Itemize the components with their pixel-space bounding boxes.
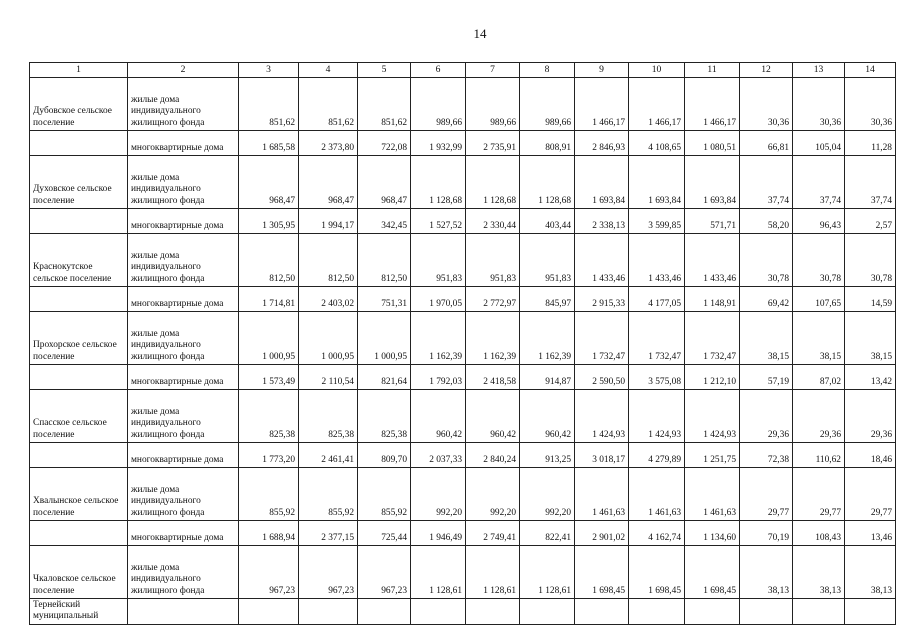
value-cell: 960,42 <box>466 390 520 443</box>
value-cell: 960,42 <box>520 390 575 443</box>
settlement-name: Чкаловское сельское поселение <box>30 546 128 599</box>
value-cell: 110,62 <box>793 443 845 468</box>
value-cell: 403,44 <box>520 209 575 234</box>
column-number: 2 <box>128 63 239 78</box>
value-cell: 1 732,47 <box>685 312 740 365</box>
table-row <box>30 390 896 443</box>
value-cell: 1 424,93 <box>685 390 740 443</box>
value-cell: 1 461,63 <box>685 468 740 521</box>
value-cell: 342,45 <box>358 209 411 234</box>
value-cell: 2 735,91 <box>466 131 520 156</box>
value-cell: 1 714,81 <box>239 287 299 312</box>
column-number: 11 <box>685 63 740 78</box>
housing-type: многоквартирные дома <box>128 443 239 468</box>
value-cell: 809,70 <box>358 443 411 468</box>
value-cell <box>793 599 845 625</box>
table-row <box>30 234 896 287</box>
value-cell: 107,65 <box>793 287 845 312</box>
value-cell <box>629 599 685 625</box>
settlement-name: Духовское сельское поселение <box>30 156 128 209</box>
value-cell: 967,23 <box>239 546 299 599</box>
housing-type: многоквартирные дома <box>128 521 239 546</box>
table-row <box>30 546 896 599</box>
value-cell: 2 772,97 <box>466 287 520 312</box>
value-cell: 29,36 <box>845 390 896 443</box>
settlement-name <box>30 209 128 234</box>
value-cell: 2 377,15 <box>299 521 358 546</box>
value-cell: 825,38 <box>299 390 358 443</box>
value-cell: 1 994,17 <box>299 209 358 234</box>
settlement-name: Краснокутское сельское поселение <box>30 234 128 287</box>
value-cell: 845,97 <box>520 287 575 312</box>
value-cell: 1 527,52 <box>411 209 466 234</box>
value-cell: 72,38 <box>740 443 793 468</box>
housing-type: жилые дома индивидуального жилищного фонда <box>128 468 239 521</box>
value-cell: 1 424,93 <box>629 390 685 443</box>
value-cell: 960,42 <box>411 390 466 443</box>
housing-type: многоквартирные дома <box>128 131 239 156</box>
value-cell: 1 162,39 <box>466 312 520 365</box>
value-cell: 812,50 <box>299 234 358 287</box>
value-cell: 38,15 <box>740 312 793 365</box>
housing-type: многоквартирные дома <box>128 209 239 234</box>
value-cell: 1 080,51 <box>685 131 740 156</box>
table-row <box>30 131 896 156</box>
table-row <box>30 599 896 625</box>
table-row <box>30 287 896 312</box>
value-cell: 989,66 <box>466 78 520 131</box>
value-cell: 822,41 <box>520 521 575 546</box>
table-row <box>30 443 896 468</box>
table-row <box>30 209 896 234</box>
value-cell: 2 373,80 <box>299 131 358 156</box>
value-cell: 58,20 <box>740 209 793 234</box>
value-cell <box>239 599 299 625</box>
housing-type: жилые дома индивидуального жилищного фонда <box>128 312 239 365</box>
settlement-name: Спасское сельское поселение <box>30 390 128 443</box>
column-number: 5 <box>358 63 411 78</box>
value-cell: 70,19 <box>740 521 793 546</box>
column-number-row <box>30 63 896 78</box>
value-cell: 4 162,74 <box>629 521 685 546</box>
value-cell: 11,28 <box>845 131 896 156</box>
settlement-name: Хвалынское сельское поселение <box>30 468 128 521</box>
value-cell: 2 901,02 <box>575 521 629 546</box>
value-cell: 1 128,61 <box>520 546 575 599</box>
value-cell: 1 433,46 <box>629 234 685 287</box>
value-cell <box>740 599 793 625</box>
value-cell: 4 108,65 <box>629 131 685 156</box>
value-cell: 914,87 <box>520 365 575 390</box>
housing-type: жилые дома индивидуального жилищного фонда <box>128 234 239 287</box>
value-cell: 992,20 <box>466 468 520 521</box>
value-cell: 2 037,33 <box>411 443 466 468</box>
value-cell: 825,38 <box>239 390 299 443</box>
value-cell: 2 749,41 <box>466 521 520 546</box>
value-cell: 1 148,91 <box>685 287 740 312</box>
value-cell: 989,66 <box>520 78 575 131</box>
value-cell: 66,81 <box>740 131 793 156</box>
value-cell: 2 110,54 <box>299 365 358 390</box>
value-cell: 1 946,49 <box>411 521 466 546</box>
value-cell: 967,23 <box>358 546 411 599</box>
column-number: 4 <box>299 63 358 78</box>
value-cell <box>411 599 466 625</box>
value-cell <box>520 599 575 625</box>
value-cell: 1 970,05 <box>411 287 466 312</box>
value-cell: 825,38 <box>358 390 411 443</box>
value-cell: 87,02 <box>793 365 845 390</box>
settlement-name <box>30 131 128 156</box>
value-cell: 967,23 <box>299 546 358 599</box>
value-cell: 4 177,05 <box>629 287 685 312</box>
value-cell <box>299 599 358 625</box>
value-cell: 722,08 <box>358 131 411 156</box>
value-cell: 1 466,17 <box>575 78 629 131</box>
value-cell: 38,13 <box>793 546 845 599</box>
value-cell: 3 018,17 <box>575 443 629 468</box>
value-cell: 1 305,95 <box>239 209 299 234</box>
value-cell: 29,77 <box>740 468 793 521</box>
value-cell: 2 840,24 <box>466 443 520 468</box>
value-cell: 968,47 <box>239 156 299 209</box>
settlement-name <box>30 521 128 546</box>
value-cell: 1 773,20 <box>239 443 299 468</box>
value-cell: 2,57 <box>845 209 896 234</box>
table-row <box>30 156 896 209</box>
housing-type: жилые дома индивидуального жилищного фонда <box>128 78 239 131</box>
value-cell: 29,77 <box>845 468 896 521</box>
value-cell: 38,15 <box>845 312 896 365</box>
value-cell: 913,25 <box>520 443 575 468</box>
value-cell: 29,77 <box>793 468 845 521</box>
value-cell: 30,36 <box>845 78 896 131</box>
settlement-name <box>30 287 128 312</box>
value-cell: 855,92 <box>239 468 299 521</box>
value-cell <box>845 599 896 625</box>
value-cell: 808,91 <box>520 131 575 156</box>
table-row <box>30 468 896 521</box>
value-cell <box>466 599 520 625</box>
value-cell: 1 693,84 <box>575 156 629 209</box>
column-number: 3 <box>239 63 299 78</box>
value-cell: 30,36 <box>793 78 845 131</box>
value-cell: 1 000,95 <box>299 312 358 365</box>
value-cell: 1 212,10 <box>685 365 740 390</box>
value-cell: 69,42 <box>740 287 793 312</box>
value-cell <box>575 599 629 625</box>
value-cell: 1 162,39 <box>411 312 466 365</box>
housing-type: жилые дома индивидуального жилищного фонда <box>128 546 239 599</box>
value-cell: 2 846,93 <box>575 131 629 156</box>
value-cell: 1 128,61 <box>466 546 520 599</box>
value-cell: 1 128,68 <box>411 156 466 209</box>
value-cell: 29,36 <box>740 390 793 443</box>
value-cell: 37,74 <box>793 156 845 209</box>
value-cell: 1 461,63 <box>575 468 629 521</box>
value-cell: 2 338,13 <box>575 209 629 234</box>
settlement-name <box>30 443 128 468</box>
value-cell: 992,20 <box>520 468 575 521</box>
value-cell: 38,13 <box>740 546 793 599</box>
table-row <box>30 312 896 365</box>
column-number: 8 <box>520 63 575 78</box>
column-number: 12 <box>740 63 793 78</box>
value-cell: 13,46 <box>845 521 896 546</box>
value-cell: 968,47 <box>358 156 411 209</box>
value-cell: 1 466,17 <box>629 78 685 131</box>
value-cell: 30,78 <box>740 234 793 287</box>
value-cell: 1 128,68 <box>520 156 575 209</box>
value-cell: 1 128,68 <box>466 156 520 209</box>
value-cell: 37,74 <box>845 156 896 209</box>
value-cell: 2 330,44 <box>466 209 520 234</box>
value-cell: 851,62 <box>299 78 358 131</box>
value-cell: 4 279,89 <box>629 443 685 468</box>
settlement-name: Прохорское сельское поселение <box>30 312 128 365</box>
value-cell: 1 433,46 <box>685 234 740 287</box>
value-cell: 812,50 <box>358 234 411 287</box>
value-cell: 38,15 <box>793 312 845 365</box>
value-cell: 105,04 <box>793 131 845 156</box>
column-number: 10 <box>629 63 685 78</box>
settlement-name: Дубовское сельское поселение <box>30 78 128 131</box>
housing-type: многоквартирные дома <box>128 365 239 390</box>
page-number: 14 <box>473 26 487 41</box>
value-cell: 1 128,61 <box>411 546 466 599</box>
value-cell: 851,62 <box>239 78 299 131</box>
value-cell: 992,20 <box>411 468 466 521</box>
value-cell: 37,74 <box>740 156 793 209</box>
housing-type: жилые дома индивидуального жилищного фонда <box>128 390 239 443</box>
value-cell: 1 162,39 <box>520 312 575 365</box>
housing-type: многоквартирные дома <box>128 287 239 312</box>
value-cell: 14,59 <box>845 287 896 312</box>
value-cell: 18,46 <box>845 443 896 468</box>
value-cell: 968,47 <box>299 156 358 209</box>
value-cell: 2 915,33 <box>575 287 629 312</box>
column-number: 14 <box>845 63 896 78</box>
value-cell: 1 693,84 <box>629 156 685 209</box>
value-cell: 1 685,58 <box>239 131 299 156</box>
value-cell: 30,78 <box>845 234 896 287</box>
value-cell: 30,78 <box>793 234 845 287</box>
settlement-name: Тернейский муниципальный <box>30 599 128 625</box>
tariff-table <box>29 62 896 625</box>
column-number: 9 <box>575 63 629 78</box>
value-cell: 2 403,02 <box>299 287 358 312</box>
column-number: 7 <box>466 63 520 78</box>
table-row <box>30 78 896 131</box>
value-cell: 1 466,17 <box>685 78 740 131</box>
table-row <box>30 365 896 390</box>
value-cell: 1 932,99 <box>411 131 466 156</box>
value-cell: 821,64 <box>358 365 411 390</box>
housing-type: жилые дома индивидуального жилищного фонда <box>128 156 239 209</box>
value-cell <box>358 599 411 625</box>
value-cell: 851,62 <box>358 78 411 131</box>
column-number: 1 <box>30 63 128 78</box>
value-cell: 1 732,47 <box>575 312 629 365</box>
value-cell: 951,83 <box>411 234 466 287</box>
value-cell: 1 251,75 <box>685 443 740 468</box>
value-cell: 951,83 <box>466 234 520 287</box>
value-cell: 29,36 <box>793 390 845 443</box>
value-cell: 1 573,49 <box>239 365 299 390</box>
value-cell: 1 134,60 <box>685 521 740 546</box>
value-cell: 57,19 <box>740 365 793 390</box>
table-row <box>30 521 896 546</box>
value-cell: 1 424,93 <box>575 390 629 443</box>
value-cell: 1 000,95 <box>358 312 411 365</box>
value-cell: 3 575,08 <box>629 365 685 390</box>
value-cell: 571,71 <box>685 209 740 234</box>
value-cell: 989,66 <box>411 78 466 131</box>
value-cell: 1 732,47 <box>629 312 685 365</box>
value-cell: 2 590,50 <box>575 365 629 390</box>
value-cell: 1 698,45 <box>629 546 685 599</box>
value-cell: 2 461,41 <box>299 443 358 468</box>
value-cell: 751,31 <box>358 287 411 312</box>
value-cell: 1 693,84 <box>685 156 740 209</box>
value-cell: 1 461,63 <box>629 468 685 521</box>
column-number: 13 <box>793 63 845 78</box>
settlement-name <box>30 365 128 390</box>
value-cell: 951,83 <box>520 234 575 287</box>
value-cell: 96,43 <box>793 209 845 234</box>
value-cell: 725,44 <box>358 521 411 546</box>
housing-type <box>128 599 239 625</box>
column-number: 6 <box>411 63 466 78</box>
value-cell: 855,92 <box>358 468 411 521</box>
value-cell <box>685 599 740 625</box>
value-cell: 13,42 <box>845 365 896 390</box>
value-cell: 30,36 <box>740 78 793 131</box>
value-cell: 1 688,94 <box>239 521 299 546</box>
value-cell: 1 433,46 <box>575 234 629 287</box>
value-cell: 1 698,45 <box>575 546 629 599</box>
value-cell: 1 792,03 <box>411 365 466 390</box>
value-cell: 38,13 <box>845 546 896 599</box>
value-cell: 1 000,95 <box>239 312 299 365</box>
value-cell: 855,92 <box>299 468 358 521</box>
value-cell: 3 599,85 <box>629 209 685 234</box>
value-cell: 108,43 <box>793 521 845 546</box>
value-cell: 812,50 <box>239 234 299 287</box>
value-cell: 2 418,58 <box>466 365 520 390</box>
value-cell: 1 698,45 <box>685 546 740 599</box>
